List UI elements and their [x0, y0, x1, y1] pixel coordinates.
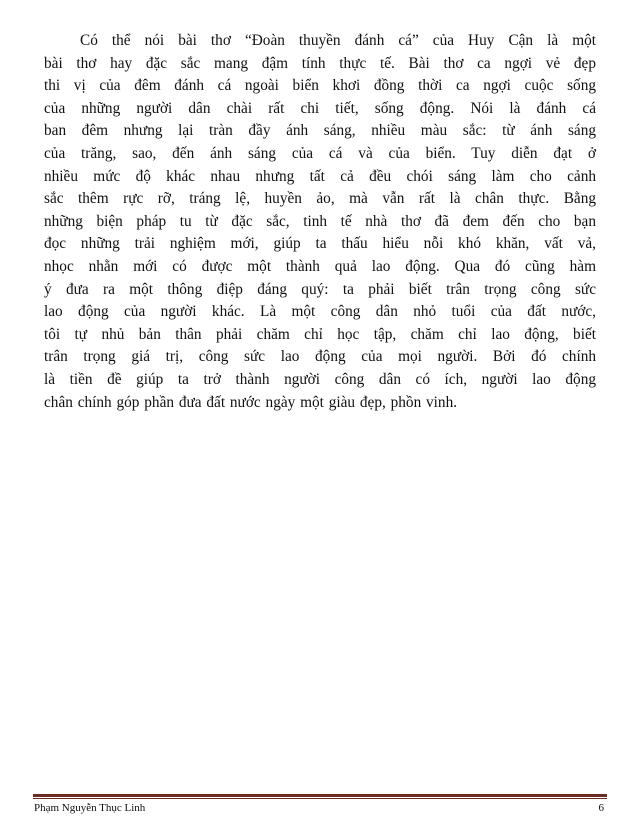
text-line: nhọc nhằn mới có được một thành quả lao động. Qua đó cũng hàm	[44, 257, 596, 275]
text-line: lao động của người khác. Là một công dân nhỏ tuổi của đất nước,	[44, 303, 596, 321]
text-line: bài thơ hay đặc sắc mang đậm tính thực tế. Bài thơ ca ngợi vẻ đẹp	[44, 54, 596, 72]
text-line: nhiều mức độ khác nhau nhưng tất cả đều chói sáng làm cho cảnh	[44, 167, 596, 185]
paragraph	[44, 30, 596, 414]
footer-row	[33, 802, 607, 814]
text-line: những biện pháp tu từ đặc sắc, tinh tế nhà thơ đã đem đến cho bạn	[44, 212, 596, 230]
footer-author: Phạm Nguyễn Thục Linh	[34, 802, 146, 814]
text-line: đọc những trải nghiệm mới, giúp ta thấu hiểu nỗi khó khăn, vất vả,	[44, 235, 596, 253]
text-line: thi vị của đêm đánh cá ngoài biển khơi đồng thời ca ngợi cuộc sống	[44, 77, 596, 95]
text-line: chân chính góp phần đưa đất nước ngày một giàu đẹp, phồn vinh.	[44, 393, 458, 411]
text-line: Có thể nói bài thơ “Đoàn thuyền đánh cá” của Huy Cận là một	[80, 32, 596, 49]
text-line: ban đêm nhưng lại tràn đầy ánh sáng, nhiều màu sắc: từ ánh sáng	[44, 122, 596, 140]
text-line: tôi tự nhủ bản thân phải chăm chỉ học tập, chăm chỉ lao động, biết	[44, 325, 596, 343]
text-line: sắc thêm rực rỡ, tráng lệ, huyền ảo, mà vẫn rất là chân thực. Bằng	[44, 190, 596, 208]
footer-rule	[33, 794, 607, 797]
text-line: là tiền đề giúp ta trở thành người công dân có ích, người lao động	[44, 370, 596, 388]
page-number: 6	[598, 802, 604, 814]
text-line: của trăng, sao, đến ánh sáng của cá và của biển. Tuy diễn đạt ở	[44, 144, 596, 162]
page-footer	[33, 794, 607, 814]
body-text	[44, 30, 596, 414]
footer-rule	[33, 798, 607, 799]
text-line: ý đưa ra một thông điệp đáng quý: ta phải biết trân trọng công sức	[44, 280, 596, 298]
text-line: của những người dân chài rất chi tiết, sống động. Nói là đánh cá	[44, 99, 596, 117]
text-line: trân trọng giá trị, công sức lao động của mọi người. Bởi đó chính	[44, 348, 596, 366]
